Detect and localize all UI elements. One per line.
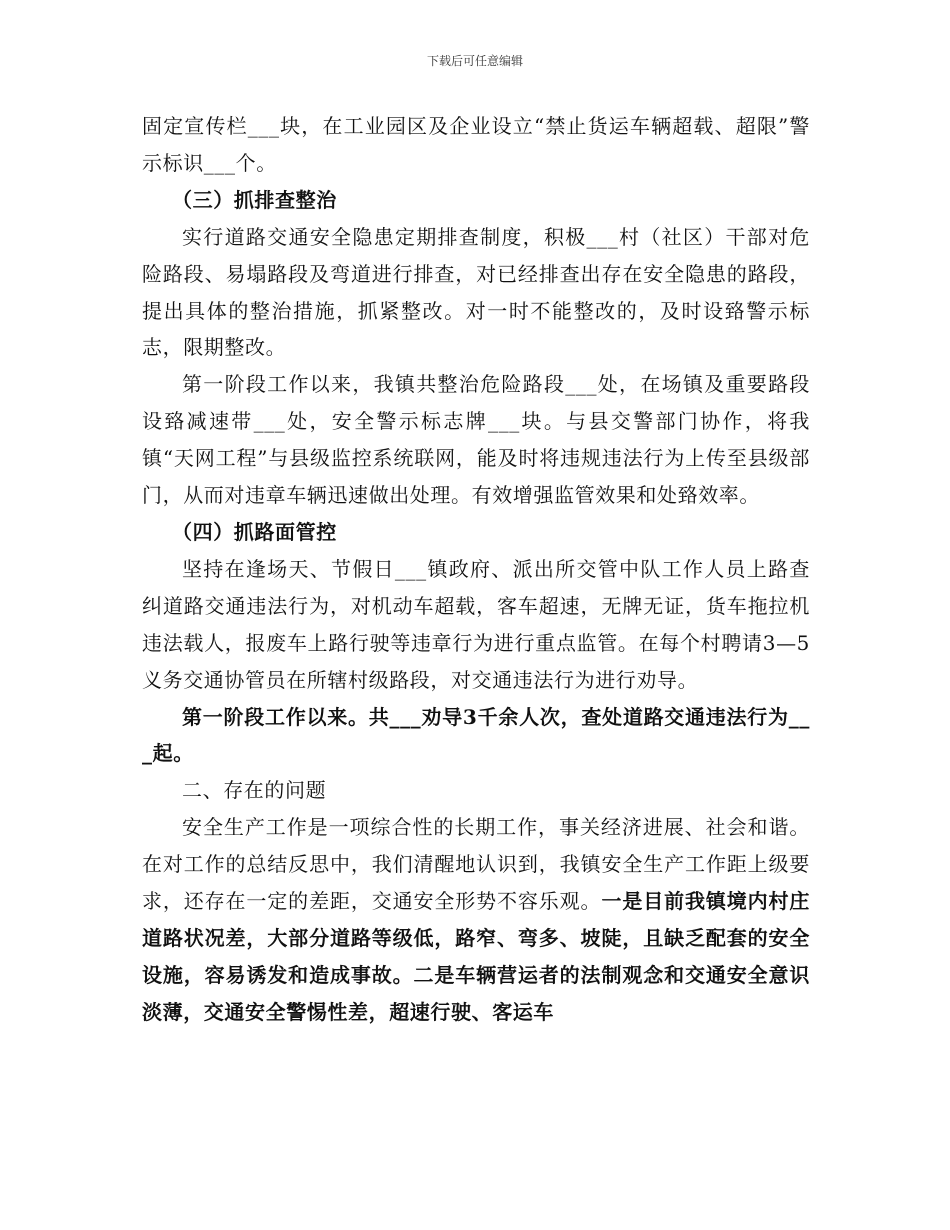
paragraph-2: 实行道路交通安全隐患定期排查制度，积极___村（社区）干部对危险路段、易塌路段及弯道进行排查，对已经排查出存在安全隐患的路段，提出具体的整治措施，抓紧整改。对一时不能整改的，及时设臵警示标志，限期整改。 <box>142 224 810 360</box>
section-heading-3: （三）抓排查整治 <box>172 187 337 212</box>
document-body <box>142 108 810 1031</box>
paragraph-6-text: 安全生产工作是一项综合性的长期工作，事关经济进展、社会和谐。在对工作的总结反思中，我们清醒地认识到，我镇安全生产工作距上级要求，还存在一定的差距，交通安全形势不容乐观。 <box>142 815 810 914</box>
section-heading-2: 二、存在的问题 <box>182 778 327 803</box>
paragraph-4: 坚持在逢场天、节假日___镇政府、派出所交管中队工作人员上路查纠道路交通违法行为，对机动车超载，客车超速，无牌无证，货车拖拉机违法载人，报废车上路行驶等违章行为进行重点监管。在每个村聘请3—5义务交通协管员在所辖村级路段，对交通违法行为进行劝导。 <box>142 556 810 692</box>
paragraph-6-bold-text: 一是目前我镇境内村庄道路状况差，大部分道路等级低，路窄、弯多、坡陡，且缺乏配套的安全设施，容易诱发和造成事故。二是车辆营运者的法制观念和交通安全意识淡薄，交通安全警惕性差，超速行驶、客运车 <box>142 889 811 1024</box>
section-heading-4: （四）抓路面管控 <box>172 519 337 544</box>
paragraph-1: 固定宣传栏___块，在工业园区及企业设立“禁止货运车辆超载、超限”警示标识___个。 <box>142 114 810 175</box>
paragraph-6 <box>142 809 810 1030</box>
paragraph-5: 第一阶段工作以来。共___劝导3千余人次，查处道路交通违法行为___起。 <box>142 704 810 766</box>
paragraph-3: 第一阶段工作以来，我镇共整治危险路段___处，在场镇及重要路段设臵减速带___处，安全警示标志牌___块。与县交警部门协作，将我镇“天网工程”与县级监控系统联网，能及时将违规违法行为上传至县级部门，从而对违章车辆迅速做出处理。有效增强监管效果和处臵效率。 <box>142 372 810 508</box>
page-header: 下载后可任意编辑 <box>426 54 523 68</box>
